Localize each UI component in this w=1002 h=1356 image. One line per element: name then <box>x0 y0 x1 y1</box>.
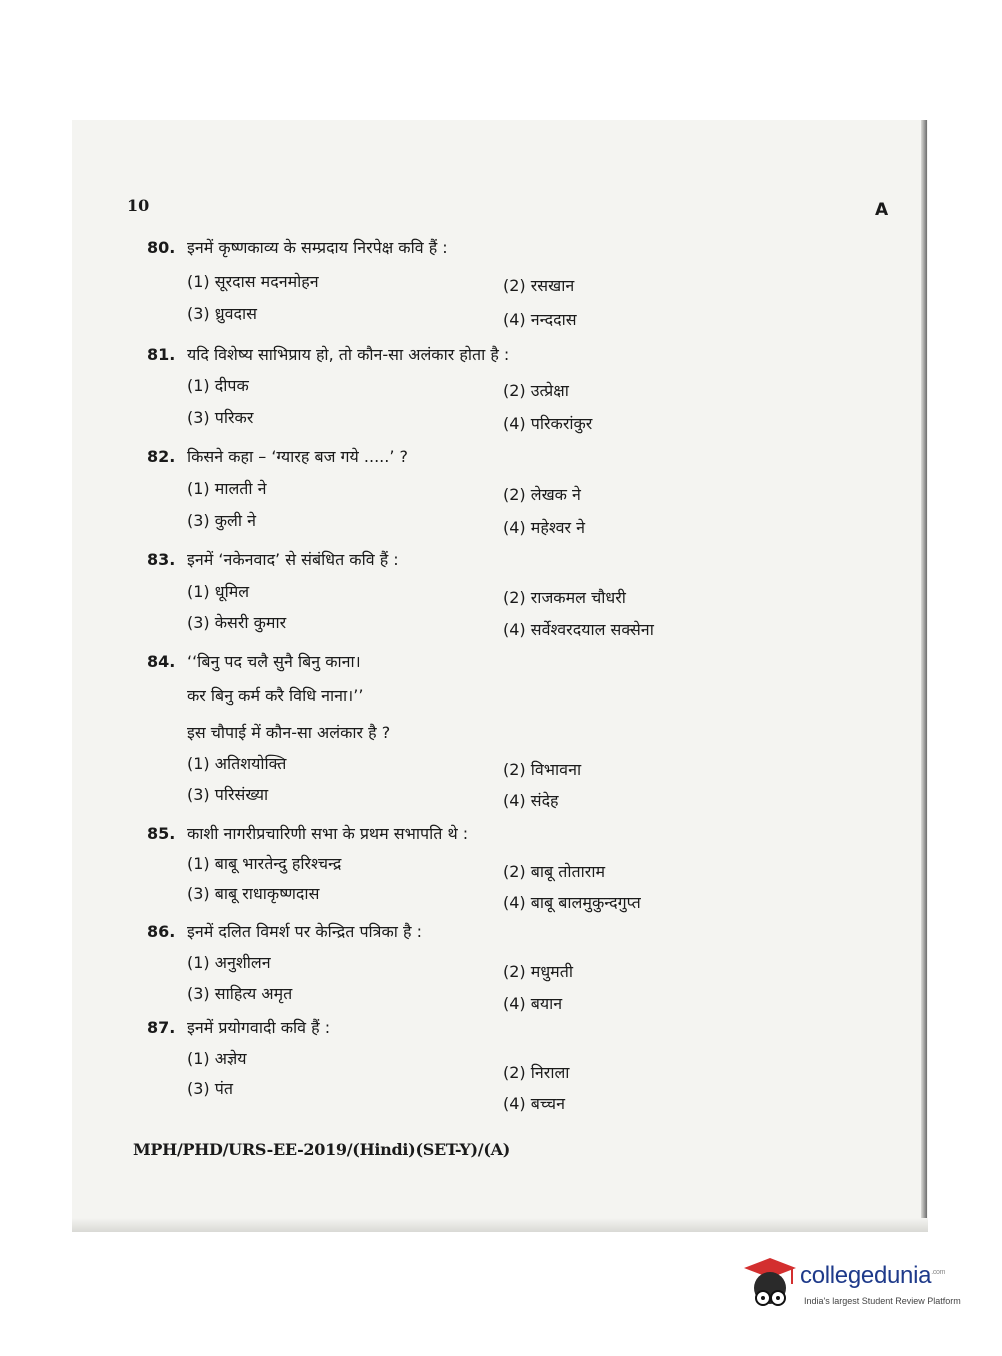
option-2: (2) बाबू तोताराम <box>503 862 606 881</box>
question-text: इनमें ‘नकेनवाद’ से संबंधित कवि हैं : <box>187 550 399 569</box>
option-2: (2) मधुमती <box>503 962 573 981</box>
option-3: (3) परिकर <box>187 408 254 427</box>
option-1: (1) धूमिल <box>187 582 250 601</box>
option-1: (1) बाबू भारतेन्दु हरिश्चन्द्र <box>187 854 342 873</box>
page-edge-shadow <box>921 120 927 1232</box>
option-2: (2) राजकमल चौधरी <box>503 588 626 607</box>
question-81 <box>147 343 509 365</box>
question-number: 87. <box>147 1018 176 1037</box>
page-number: 10 <box>127 196 150 215</box>
question-text: इनमें दलित विमर्श पर केन्द्रित पत्रिका है : <box>187 922 423 941</box>
question-83 <box>147 548 399 570</box>
option-3: (3) केसरी कुमार <box>187 613 287 632</box>
option-2: (2) रसखान <box>503 276 575 295</box>
option-1: (1) अनुशीलन <box>187 953 271 972</box>
question-text: यदि विशेष्य साभिप्राय हो, तो कौन-सा अलंकार होता है : <box>187 345 510 364</box>
question-86 <box>147 920 422 942</box>
option-1: (1) सूरदास मदनमोहन <box>187 272 319 291</box>
question-text: इनमें प्रयोगवादी कवि हैं : <box>187 1018 331 1037</box>
mascot-icon <box>742 1254 798 1320</box>
option-2: (2) विभावना <box>503 760 582 779</box>
question-number: 82. <box>147 447 176 466</box>
question-number: 85. <box>147 824 176 843</box>
exam-code-footer: MPH/PHD/URS-EE-2019/(Hindi)(SET-Y)/(A) <box>133 1140 510 1159</box>
question-text: इनमें कृष्णकाव्य के सम्प्रदाय निरपेक्ष कवि हैं : <box>187 238 448 257</box>
question-85 <box>147 822 468 844</box>
option-4: (4) सर्वेश्वरदयाल सक्सेना <box>503 620 654 639</box>
question-84 <box>147 650 361 672</box>
option-2: (2) लेखक ने <box>503 485 581 504</box>
option-3: (3) पंत <box>187 1079 233 1098</box>
set-letter: A <box>875 200 889 220</box>
option-4: (4) बयान <box>503 994 563 1013</box>
option-2: (2) उत्प्रेक्षा <box>503 381 569 400</box>
option-3: (3) साहित्य अमृत <box>187 984 293 1003</box>
page-bottom-shadow <box>72 1218 928 1232</box>
question-number: 83. <box>147 550 176 569</box>
option-1: (1) अतिशयोक्ति <box>187 754 287 773</box>
option-1: (1) दीपक <box>187 376 249 395</box>
brand-name: collegedunia$^{.com}$ <box>800 1262 946 1289</box>
question-number: 81. <box>147 345 176 364</box>
question-text-line: इस चौपाई में कौन-सा अलंकार है ? <box>187 723 391 742</box>
question-80 <box>147 236 448 258</box>
question-text: काशी नागरीप्रचारिणी सभा के प्रथम सभापति थे : <box>187 824 469 843</box>
option-3: (3) परिसंख्या <box>187 785 269 804</box>
option-1: (1) मालती ने <box>187 479 267 498</box>
option-1: (1) अज्ञेय <box>187 1049 247 1068</box>
option-4: (4) संदेह <box>503 791 559 810</box>
question-text-line: कर बिनु कर्म करै विधि नाना।’’ <box>187 686 364 705</box>
option-3: (3) कुली ने <box>187 511 256 530</box>
question-text: किसने कहा – ‘ग्यारह बज गये .....’ ? <box>187 447 409 466</box>
option-3: (3) बाबू राधाकृष्णदास <box>187 884 320 903</box>
question-82 <box>147 445 408 467</box>
option-4: (4) बच्चन <box>503 1094 565 1113</box>
brand-tagline: India's largest Student Review Platform <box>804 1296 961 1306</box>
question-number: 86. <box>147 922 176 941</box>
question-number: 84. <box>147 652 176 671</box>
option-2: (2) निराला <box>503 1063 570 1082</box>
option-4: (4) परिकरांकुर <box>503 414 593 433</box>
option-4: (4) बाबू बालमुकुन्दगुप्त <box>503 893 641 912</box>
question-number: 80. <box>147 238 176 257</box>
option-4: (4) महेश्वर ने <box>503 518 586 537</box>
option-3: (3) ध्रुवदास <box>187 304 257 323</box>
option-4: (4) नन्ददास <box>503 310 577 329</box>
question-text: ‘‘बिनु पद चलै सुनै बिनु काना। <box>187 652 361 671</box>
question-87 <box>147 1016 330 1038</box>
collegedunia-watermark <box>742 1254 972 1324</box>
